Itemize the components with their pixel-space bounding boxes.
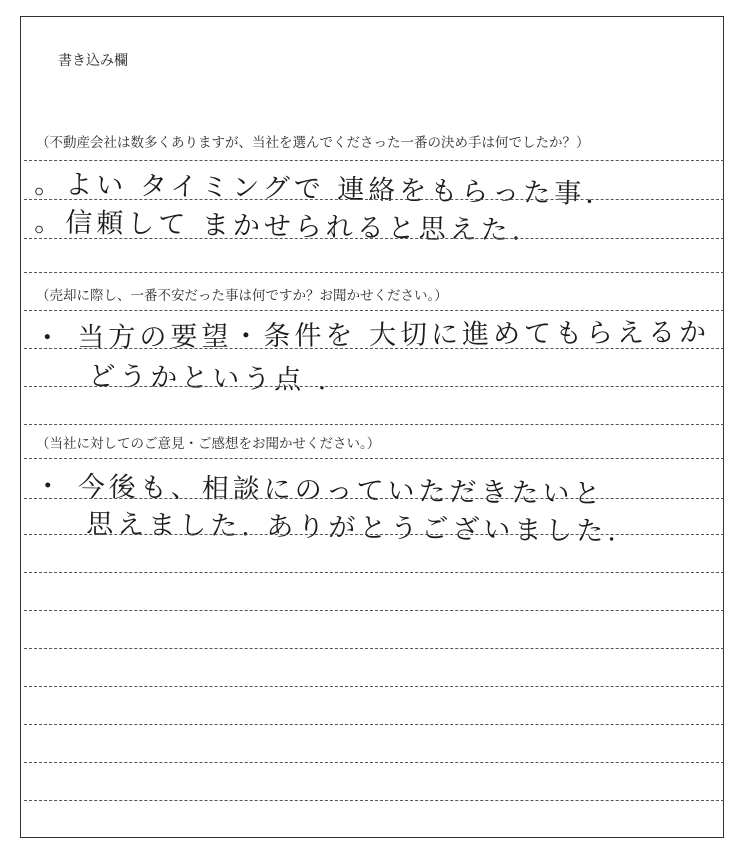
ruled-line [24, 686, 724, 687]
handwritten-answer-line: どうかという点 . [88, 361, 331, 397]
question-deciding-factor: （不動産会社は数多くありますが、当社を選んでくださった一番の決め手は何でしたか？） [36, 135, 590, 151]
ruled-line [24, 498, 724, 499]
ruled-line [24, 800, 724, 801]
ruled-line [24, 238, 724, 239]
ruled-line [24, 386, 724, 387]
ruled-line [24, 534, 724, 535]
ruled-line [24, 610, 724, 611]
ruled-line [24, 160, 724, 161]
handwritten-answer-line: 。信頼して まかせられると思えた. [34, 207, 525, 247]
question-biggest-worry: （売却に際し、一番不安だった事は何ですか？お聞かせください。） [36, 288, 448, 304]
ruled-line [24, 348, 724, 349]
handwritten-answer-line: ・ 当方の要望・条件を 大切に進めてもらえるか [33, 317, 711, 355]
form-title: 書き込み欄 [58, 53, 128, 69]
handwritten-answer-line: 。よい タイミングで 連絡をもらった事. [34, 169, 599, 210]
ruled-line [24, 458, 724, 459]
handwritten-answer-line: 思えました. ありがとうございました. [86, 509, 621, 548]
ruled-line [24, 272, 724, 273]
ruled-line [24, 762, 724, 763]
ruled-line [24, 648, 724, 649]
ruled-line [24, 724, 724, 725]
ruled-line [24, 572, 724, 573]
handwritten-answer-line: ・ 今後も、相談にのっていただきたいと [34, 471, 605, 510]
question-feedback: （当社に対してのご意見・ご感想をお聞かせください。） [36, 436, 381, 452]
ruled-line [24, 424, 724, 425]
ruled-line [24, 199, 724, 200]
